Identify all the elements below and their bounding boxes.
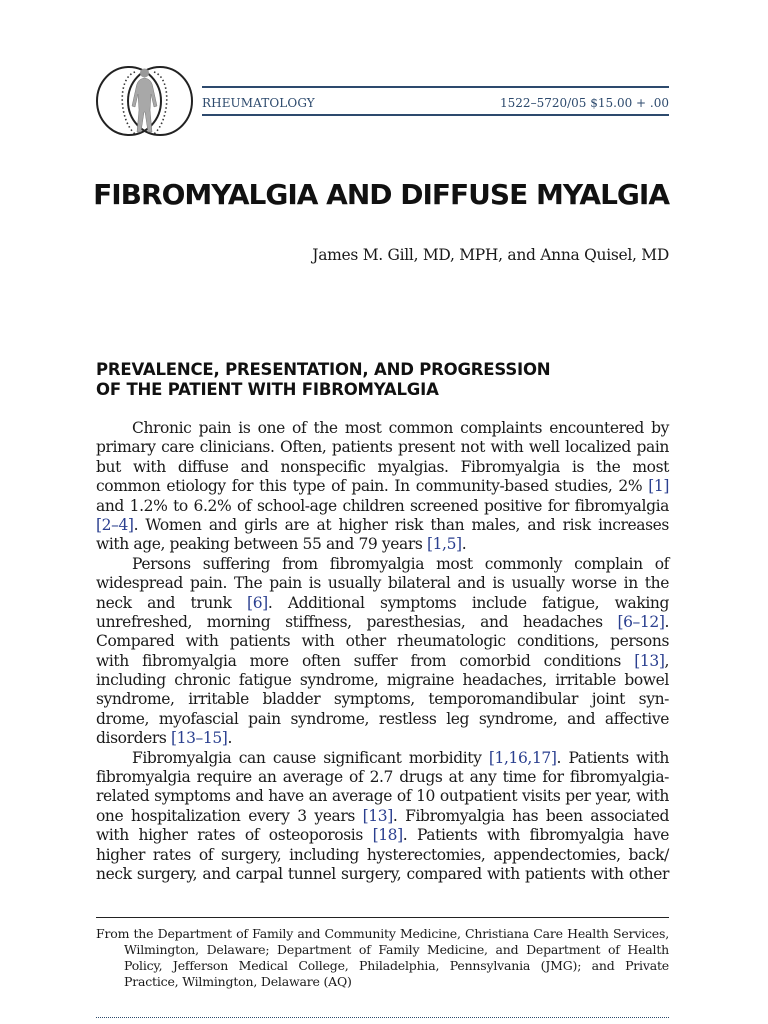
- body-text-run: . Fibromyalgia has been associated: [392, 806, 669, 825]
- section-heading: [96, 360, 669, 400]
- body-line: [96, 516, 669, 535]
- body-text-run: syndrome, irritable bladder symptoms, temporomandibular joint syn-: [96, 690, 669, 709]
- affiliation-line: Policy, Jefferson Medical College, Philadelphia, Pennsylvania (JMG); and Private: [124, 958, 669, 973]
- body-line: [96, 768, 669, 787]
- body-text-run: Fibromyalgia can cause significant morbidity: [132, 748, 489, 767]
- body-text-run: Chronic pain is one of the most common complaints encountered by: [132, 419, 669, 437]
- body-text-run: with age, peaking between 55 and 79 years: [96, 535, 427, 554]
- issn-price: 1522–5720/05 $15.00 + .00: [500, 96, 669, 110]
- body-text-run: and 1.2% to 6.2% of school-age children screened positive for fibromyalgia: [96, 496, 669, 515]
- body-text-run: Persons suffering from fibromyalgia most commonly complain of: [132, 554, 669, 573]
- body-line: [96, 787, 669, 806]
- section-heading-line: OF THE PATIENT WITH FIBROMYALGIA: [96, 380, 439, 399]
- footnote-rule: [96, 917, 669, 918]
- body-line: [96, 826, 669, 845]
- body-text-run: neck surgery, and carpal tunnel surgery, compared with patients with other: [96, 864, 669, 883]
- body-text-run: higher rates of surgery, including hysterectomies, appendectomies, back/: [96, 845, 669, 864]
- body-line: [96, 846, 669, 865]
- body-line: [96, 671, 669, 690]
- body-text-run: related symptoms and have an average of 10 outpatient visits per year, with: [96, 787, 669, 806]
- body-line: [96, 652, 669, 671]
- body-line: [96, 497, 669, 516]
- body-text-run: disorders: [96, 729, 171, 748]
- section-heading-line: PREVALENCE, PRESENTATION, AND PROGRESSION: [96, 360, 551, 379]
- body-text-run: .: [461, 535, 467, 554]
- body-text-run: one hospitalization every 3 years: [96, 806, 363, 825]
- body-text-run: neck and trunk: [96, 593, 248, 612]
- citation-link[interactable]: [1,5]: [426, 535, 462, 554]
- citation-link[interactable]: [13]: [634, 651, 665, 670]
- body-text-run: Compared with patients with other rheumatologic conditions, persons: [96, 632, 669, 651]
- body-line: [96, 807, 669, 826]
- body-text-run: widespread pain. The pain is usually bilateral and is usually worse in the: [96, 574, 669, 593]
- body-text-run: including chronic fatigue syndrome, migraine headaches, irritable bowel: [96, 671, 669, 690]
- body-line: [96, 632, 669, 651]
- body-text-run: drome, myofascial pain syndrome, restless leg syndrome, and affective: [96, 709, 669, 728]
- body-line: [96, 690, 669, 709]
- body-line: [96, 613, 669, 632]
- body-text-run: . Additional symptoms include fatigue, waking: [267, 593, 670, 612]
- body-line: [96, 865, 669, 884]
- citation-link[interactable]: [13]: [362, 806, 393, 825]
- citation-link[interactable]: [1]: [648, 477, 669, 496]
- body-line: [96, 535, 669, 554]
- journal-name: RHEUMATOLOGY: [202, 96, 315, 110]
- body-text-run: common etiology for this type of pain. In community-based studies, 2%: [96, 477, 649, 496]
- citation-link[interactable]: [1,16,17]: [488, 748, 557, 767]
- citation-link[interactable]: [18]: [372, 826, 403, 845]
- header-rule-top: [202, 86, 669, 88]
- body-line: [96, 574, 669, 593]
- body-line: [96, 749, 669, 768]
- article-title: FIBROMYALGIA AND DIFFUSE MYALGIA: [93, 178, 669, 211]
- page-bottom-rule: [96, 1017, 669, 1018]
- body-line: [96, 555, 669, 574]
- body-text: [96, 419, 669, 884]
- body-line: [96, 729, 669, 748]
- body-text-run: primary care clinicians. Often, patients present not with well localized pain: [96, 438, 669, 457]
- body-line: [96, 419, 669, 438]
- citation-link[interactable]: [13–15]: [170, 729, 228, 748]
- affiliation-line: From the Department of Family and Community Medicine, Christiana Care Health Services,: [96, 926, 669, 941]
- body-text-run: .: [227, 729, 232, 748]
- body-text-run: unrefreshed, morning stiffness, paresthesias, and headaches: [96, 612, 618, 631]
- human-figure-logo-icon: [95, 62, 194, 140]
- body-text-run: ,: [664, 651, 669, 670]
- citation-link[interactable]: [6–12]: [617, 612, 665, 631]
- body-line: [96, 477, 669, 496]
- body-line: [96, 458, 669, 477]
- body-text-run: with fibromyalgia more often suffer from comorbid conditions: [96, 651, 635, 670]
- citation-link[interactable]: [2–4]: [96, 515, 134, 534]
- body-text-run: . Patients with: [556, 748, 669, 767]
- body-text-run: . Patients with fibromyalgia have: [402, 826, 669, 845]
- body-line: [96, 438, 669, 457]
- body-line: [96, 710, 669, 729]
- header-rule-bottom: [202, 114, 669, 116]
- affiliation-line: Practice, Wilmington, Delaware (AQ): [124, 974, 352, 989]
- body-text-run: fibromyalgia require an average of 2.7 drugs at any time for fibromyalgia-: [96, 768, 669, 787]
- author-affiliation: [96, 926, 669, 990]
- citation-link[interactable]: [6]: [247, 593, 268, 612]
- article-authors: James M. Gill, MD, MPH, and Anna Quisel, MD: [312, 246, 669, 264]
- body-text-run: with higher rates of osteoporosis: [96, 826, 373, 845]
- body-text-run: but with diffuse and nonspecific myalgias. Fibromyalgia is the most: [96, 457, 669, 476]
- affiliation-line: Wilmington, Delaware; Department of Family Medicine, and Department of Health: [124, 942, 669, 957]
- body-line: [96, 594, 669, 613]
- body-text-run: .: [664, 612, 669, 631]
- body-text-run: . Women and girls are at higher risk than males, and risk increases: [133, 515, 669, 534]
